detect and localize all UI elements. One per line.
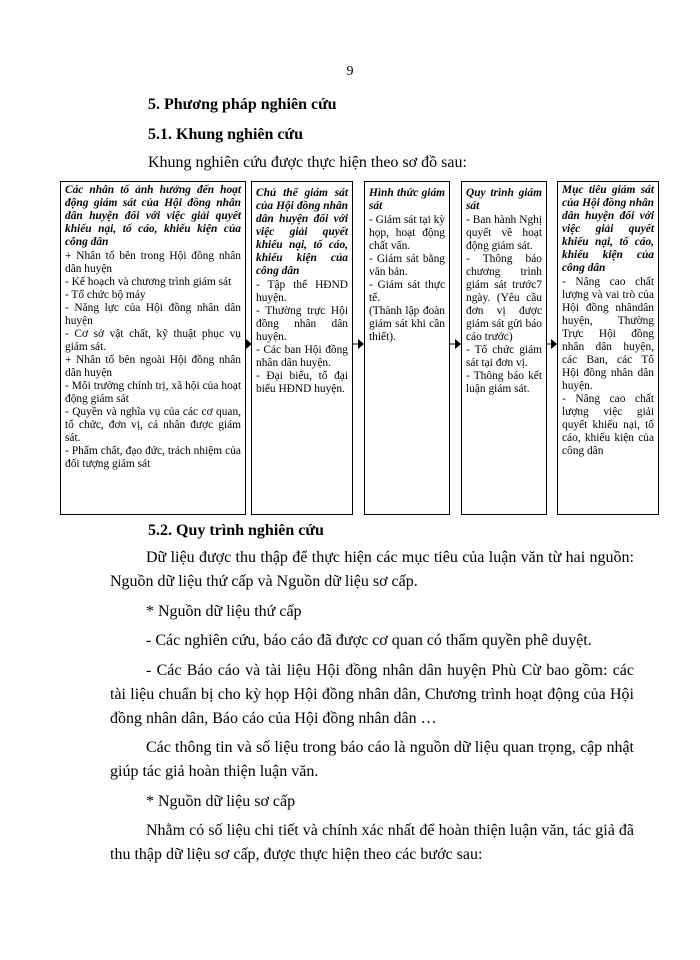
box-title: Quy trình giám sát bbox=[466, 187, 542, 212]
paragraph: Nhằm có số liệu chi tiết và chính xác nhất để hoàn thiện luận văn, tác giả đã thu thập dữ liệu sơ cấp, được thực hiện theo các bước sau: bbox=[110, 822, 634, 863]
page-number: 9 bbox=[346, 64, 354, 79]
box-item: - Nâng cao chất lượng việc giải quyết khiếu nại, tố cáo, khiếu kiện của công dân bbox=[562, 393, 654, 457]
box-item: - Năng lực của Hội đồng nhân dân huyện bbox=[65, 302, 241, 327]
framework-intro: Khung nghiên cứu được thực hiện theo sơ đồ sau: bbox=[148, 154, 467, 171]
box-title: Hình thức giám sát bbox=[369, 187, 445, 212]
subsection-heading-process: 5.2. Quy trình nghiên cứu bbox=[148, 522, 324, 539]
arrow-right-icon bbox=[547, 339, 558, 349]
box-item: + Nhân tố bên ngoài Hội đồng nhân dân huyện bbox=[65, 354, 241, 379]
box-item: - Đại biểu, tổ đại biểu HĐND huyện. bbox=[256, 370, 348, 395]
box-supervision-subjects bbox=[251, 181, 353, 515]
box-item: (Thành lập đoàn giám sát khi cần thiết). bbox=[369, 305, 445, 343]
paragraph: - Các Báo cáo và tài liệu Hội đồng nhân dân huyện Phù Cừ bao gồm: các tài liệu chuẩn bị cho kỳ họp Hội đồng nhân dân, Chương trình hoạt động của Hội đồng nhân dân, Báo cáo của Hội đồng nhân dân … bbox=[110, 661, 634, 727]
box-item: - Giám sát thực tế. bbox=[369, 279, 445, 304]
box-influencing-factors bbox=[60, 181, 246, 515]
paragraph: Dữ liệu được thu thập để thực hiện các mục tiêu của luận văn từ hai nguồn: Nguồn dữ liệu thứ cấp và Nguồn dữ liệu sơ cấp. bbox=[110, 549, 634, 590]
box-title: Chủ thể giám sát của Hội đồng nhân dân huyện đối với việc giải quyết khiếu nại, tố cáo, khiếu kiện của công dân bbox=[256, 187, 348, 277]
box-item: - Các ban Hội đồng nhân dân huyện. bbox=[256, 344, 348, 369]
box-title: Mục tiêu giám sát của Hội đồng nhân dân huyện đối với việc giải quyết khiếu nại, tố cáo, khiếu kiện của công dân bbox=[562, 184, 654, 274]
box-item: - Kế hoạch và chương trình giám sát bbox=[65, 276, 232, 288]
box-item: - Thông báo kết luận giám sát. bbox=[466, 370, 542, 395]
box-item: - Ban hành Nghị quyết về hoạt động giám sát. bbox=[466, 214, 542, 252]
body-text bbox=[110, 546, 634, 873]
box-item: - Thông báo chương trình giám sát trước7 ngày. (Yêu cầu đơn vị được giám sát gửi báo cáo trước) bbox=[466, 253, 542, 343]
arrow-right-icon bbox=[246, 339, 252, 349]
box-item: - Tổ chức bộ máy bbox=[65, 289, 146, 301]
box-item: - Nâng cao chất lượng và vai trò của Hội đồng nhândân huyện, Thường Trực Hội đồng nhân dân huyện, các Ban, các Tổ Hội đồng nhân dân huyện. bbox=[562, 276, 654, 392]
paragraph: Các thông tin và số liệu trong báo cáo là nguồn dữ liệu quan trọng, cập nhật giúp tác giả hoàn thiện luận văn. bbox=[110, 739, 634, 780]
box-item: - Giám sát bằng văn bản. bbox=[369, 253, 445, 278]
paragraph: * Nguồn dữ liệu sơ cấp bbox=[146, 792, 296, 810]
arrow-right-icon bbox=[450, 339, 462, 349]
section-heading: 5. Phương pháp nghiên cứu bbox=[148, 96, 337, 113]
box-title: Các nhân tố ảnh hưởng đến hoạt động giám sát của Hội đồng nhân dân huyện đối với việc giải quyết khiếu nại, tố cáo, khiếu kiện của công dân bbox=[65, 184, 241, 248]
box-item: - Thường trực Hội đồng nhân dân huyện. bbox=[256, 305, 348, 343]
box-item: - Quyền và nghĩa vụ của các cơ quan, tổ chức, đơn vị, cá nhân được giám sát. bbox=[65, 406, 241, 444]
paragraph: * Nguồn dữ liệu thứ cấp bbox=[146, 602, 302, 620]
box-supervision-process bbox=[461, 181, 547, 515]
box-item: - Cơ sở vật chất, kỹ thuật phục vụ giám sát. bbox=[65, 328, 241, 353]
subsection-heading-framework: 5.1. Khung nghiên cứu bbox=[148, 126, 303, 143]
box-item: + Nhân tố bên trong Hội đồng nhân dân huyện bbox=[65, 250, 241, 275]
paragraph: - Các nghiên cứu, báo cáo đã được cơ quan có thẩm quyền phê duyệt. bbox=[146, 632, 592, 649]
box-item: - Giám sát tại kỳ họp, hoạt động chất vấn. bbox=[369, 214, 445, 252]
box-item: - Phẩm chất, đạo đức, trách nhiệm của đối tượng giám sát bbox=[65, 445, 241, 470]
box-item: - Tập thể HĐND huyện. bbox=[256, 279, 348, 304]
box-supervision-goals bbox=[557, 181, 659, 515]
box-item: - Tổ chức giám sát tại đơn vị. bbox=[466, 344, 542, 369]
box-item: - Môi trường chính trị, xã hội của hoạt động giám sát bbox=[65, 380, 241, 405]
arrow-right-icon bbox=[353, 339, 365, 349]
box-supervision-forms bbox=[364, 181, 450, 515]
